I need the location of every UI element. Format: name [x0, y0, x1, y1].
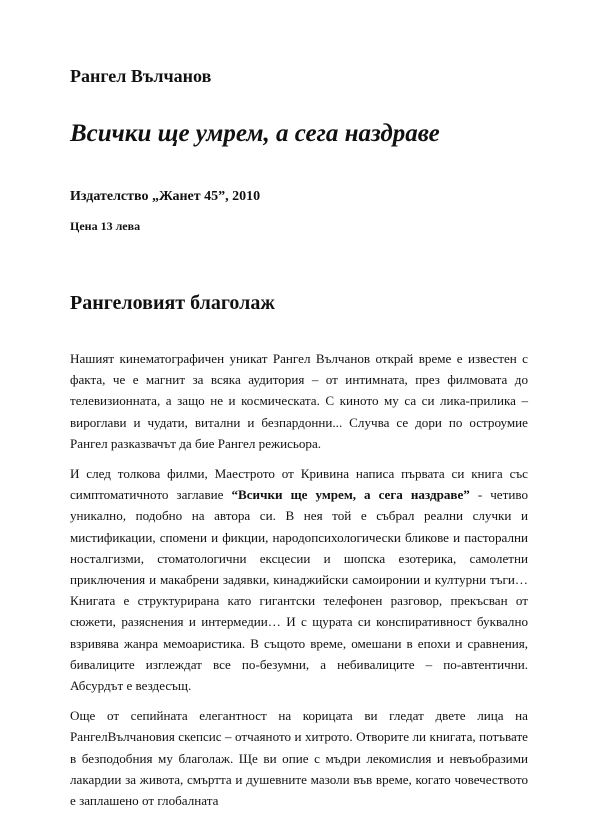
section-heading: Рангеловият благолаж [70, 292, 275, 314]
book-title-emphasis: “Всички ще умрем, а сега наздраве” [231, 487, 470, 503]
paragraph: Още от сепийната елегантност на корицата ви гледат двете лица на РангелВълчановия скепсис – отчаяното и хитрото. Отворите ли книгата, потъвате в безподобния му благолаж. Ще ви опие с мъдри лекомислия и невъобразими лакардии за живота, смъртта и душевните мазоли във време, когато човечеството е заплашено от глобалната [70, 708, 528, 809]
book-title: Всички ще умрем, а сега наздраве [70, 120, 440, 147]
paragraph [70, 463, 528, 696]
price-line: Цена 13 лева [70, 219, 141, 233]
article-body [70, 348, 528, 820]
paragraph: Нашият кинематографичен уникат Рангел Вълчанов открай време е известен с факта, че е магнит за всяка аудитория – от интимната, през филмовата до телевизионната, а защо не и космическата. С киното му са си лика-прилика – вироглави и чудати, витални и безпардонни... Случва се дори по остроумие Рангел разказвачът да бие Рангел режисьора. [70, 351, 528, 451]
publisher-line: Издателство „Жанет 45”, 2010 [70, 189, 261, 204]
paragraph-text: - четиво уникално, подобно на автора си. В нея той е събрал реални случки и мистификации, спомени и фикции, народопсихологически бликове и пасторални носталгизми, стоматологични ексцесии и шопска езотерика, самолетни приключения и макабрени задявки, кинаджийски самоиронии и културни тъги… Книгата е структурирана като гигантски телефонен разговор, прекъсван от сюжети, разяснения и интермедии… И с щурата си конспиративност буквално взривява жанра мемоаристика. В същото време, омешани в епохи и сравнения, бивалиците изглеждат все по-безумни, а небивалиците – по-автентични. Абсурдът е вездесъщ. [70, 487, 528, 694]
paragraph-text: И след толкова филми, Маестрото от Кривина написа първата си книга със симптоматичното заглавие [70, 466, 528, 503]
author-name: Рангел Вълчанов [70, 66, 212, 86]
